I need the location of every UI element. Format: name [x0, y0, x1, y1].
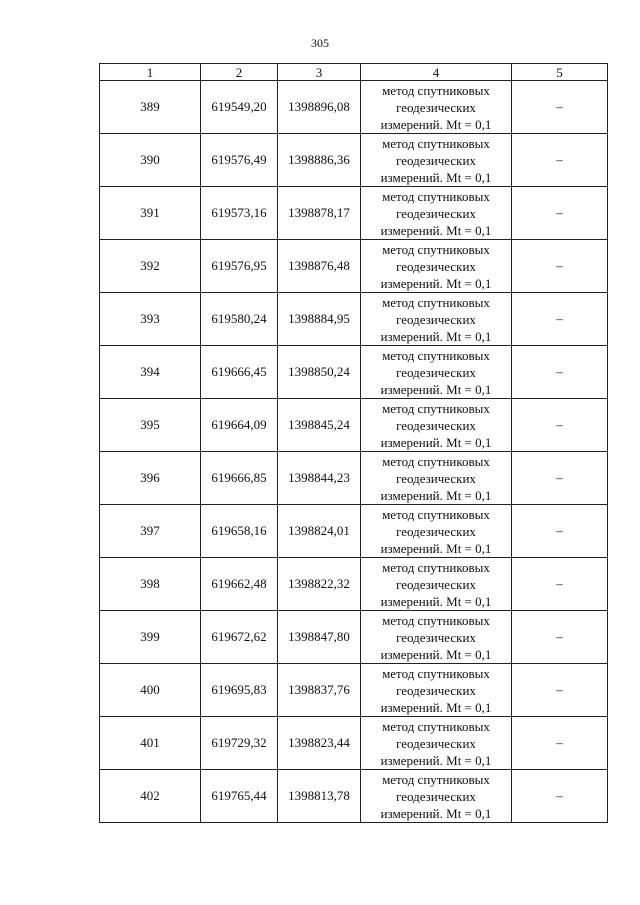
- column-header-2: 2: [201, 64, 278, 81]
- method-line: метод спутниковых: [382, 241, 490, 257]
- coordinate-y-cell: 1398876,48: [278, 240, 361, 293]
- method-line: метод спутниковых: [382, 82, 490, 98]
- coordinate-x-cell: 619666,45: [201, 346, 278, 399]
- page-number: 305: [311, 36, 329, 50]
- coordinate-y-cell: 1398884,95: [278, 293, 361, 346]
- coordinate-y-cell: 1398850,24: [278, 346, 361, 399]
- point-number-cell: 398: [100, 558, 201, 611]
- point-number-cell: 402: [100, 770, 201, 823]
- method-line: геодезических: [396, 364, 476, 380]
- method-cell: [361, 240, 512, 293]
- point-number-cell: 391: [100, 187, 201, 240]
- method-cell: [361, 134, 512, 187]
- table-row: [100, 399, 608, 452]
- method-cell: [361, 611, 512, 664]
- method-line: метод спутниковых: [382, 718, 490, 734]
- coordinate-x-cell: 619576,49: [201, 134, 278, 187]
- point-number-cell: 401: [100, 717, 201, 770]
- method-line: измерений. Mt = 0,1: [380, 116, 492, 132]
- method-line: метод спутниковых: [382, 294, 490, 310]
- method-line: геодезических: [396, 576, 476, 592]
- table-row: [100, 611, 608, 664]
- note-cell: –: [512, 717, 608, 770]
- method-line: измерений. Mt = 0,1: [380, 275, 492, 291]
- coordinate-y-cell: 1398813,78: [278, 770, 361, 823]
- method-line: измерений. Mt = 0,1: [380, 434, 492, 450]
- method-line: измерений. Mt = 0,1: [380, 328, 492, 344]
- method-line: геодезических: [396, 205, 476, 221]
- method-line: геодезических: [396, 629, 476, 645]
- note-cell: –: [512, 134, 608, 187]
- coordinate-x-cell: 619666,85: [201, 452, 278, 505]
- coordinate-x-cell: 619765,44: [201, 770, 278, 823]
- method-cell: [361, 452, 512, 505]
- table-row: [100, 664, 608, 717]
- coordinate-x-cell: 619664,09: [201, 399, 278, 452]
- method-line: измерений. Mt = 0,1: [380, 805, 492, 821]
- method-line: метод спутниковых: [382, 135, 490, 151]
- table-row: [100, 187, 608, 240]
- method-line: метод спутниковых: [382, 612, 490, 628]
- coordinate-y-cell: 1398844,23: [278, 452, 361, 505]
- table-row: [100, 505, 608, 558]
- method-line: измерений. Mt = 0,1: [380, 646, 492, 662]
- coordinate-x-cell: 619695,83: [201, 664, 278, 717]
- method-line: измерений. Mt = 0,1: [380, 593, 492, 609]
- method-line: измерений. Mt = 0,1: [380, 381, 492, 397]
- point-number-cell: 390: [100, 134, 201, 187]
- note-cell: –: [512, 240, 608, 293]
- method-line: измерений. Mt = 0,1: [380, 169, 492, 185]
- table-row: [100, 240, 608, 293]
- table-row: [100, 770, 608, 823]
- method-cell: [361, 770, 512, 823]
- table-row: [100, 81, 608, 134]
- method-line: измерений. Mt = 0,1: [380, 540, 492, 556]
- note-cell: –: [512, 399, 608, 452]
- table-row: [100, 346, 608, 399]
- method-line: геодезических: [396, 417, 476, 433]
- coordinate-y-cell: 1398878,17: [278, 187, 361, 240]
- table-header-row: [100, 64, 608, 81]
- coordinate-x-cell: 619580,24: [201, 293, 278, 346]
- note-cell: –: [512, 452, 608, 505]
- coordinate-y-cell: 1398822,32: [278, 558, 361, 611]
- table-row: [100, 452, 608, 505]
- table-row: [100, 717, 608, 770]
- point-number-cell: 389: [100, 81, 201, 134]
- coordinate-x-cell: 619662,48: [201, 558, 278, 611]
- method-line: метод спутниковых: [382, 771, 490, 787]
- column-header-1: 1: [100, 64, 201, 81]
- coordinate-x-cell: 619576,95: [201, 240, 278, 293]
- method-cell: [361, 399, 512, 452]
- method-line: измерений. Mt = 0,1: [380, 222, 492, 238]
- coordinate-y-cell: 1398845,24: [278, 399, 361, 452]
- method-cell: [361, 558, 512, 611]
- coordinate-x-cell: 619672,62: [201, 611, 278, 664]
- coordinate-x-cell: 619549,20: [201, 81, 278, 134]
- note-cell: –: [512, 770, 608, 823]
- column-header-3: 3: [278, 64, 361, 81]
- method-line: измерений. Mt = 0,1: [380, 699, 492, 715]
- method-line: метод спутниковых: [382, 453, 490, 469]
- method-line: геодезических: [396, 152, 476, 168]
- point-number-cell: 393: [100, 293, 201, 346]
- coordinate-y-cell: 1398837,76: [278, 664, 361, 717]
- column-header-4: 4: [361, 64, 512, 81]
- table-row: [100, 293, 608, 346]
- method-line: геодезических: [396, 788, 476, 804]
- column-header-5: 5: [512, 64, 608, 81]
- note-cell: –: [512, 664, 608, 717]
- method-line: геодезических: [396, 311, 476, 327]
- point-number-cell: 399: [100, 611, 201, 664]
- method-line: геодезических: [396, 682, 476, 698]
- coordinate-y-cell: 1398823,44: [278, 717, 361, 770]
- coordinate-x-cell: 619573,16: [201, 187, 278, 240]
- table-row: [100, 134, 608, 187]
- method-cell: [361, 346, 512, 399]
- method-cell: [361, 81, 512, 134]
- method-line: геодезических: [396, 99, 476, 115]
- method-line: геодезических: [396, 258, 476, 274]
- table-row: [100, 558, 608, 611]
- method-line: метод спутниковых: [382, 347, 490, 363]
- note-cell: –: [512, 293, 608, 346]
- coordinate-y-cell: 1398847,80: [278, 611, 361, 664]
- method-cell: [361, 293, 512, 346]
- point-number-cell: 394: [100, 346, 201, 399]
- coordinate-y-cell: 1398824,01: [278, 505, 361, 558]
- method-line: метод спутниковых: [382, 506, 490, 522]
- note-cell: –: [512, 558, 608, 611]
- coordinate-x-cell: 619729,32: [201, 717, 278, 770]
- method-line: измерений. Mt = 0,1: [380, 487, 492, 503]
- coordinate-y-cell: 1398896,08: [278, 81, 361, 134]
- method-cell: [361, 717, 512, 770]
- note-cell: –: [512, 346, 608, 399]
- note-cell: –: [512, 505, 608, 558]
- point-number-cell: 392: [100, 240, 201, 293]
- method-line: метод спутниковых: [382, 559, 490, 575]
- method-line: геодезических: [396, 523, 476, 539]
- point-number-cell: 396: [100, 452, 201, 505]
- method-cell: [361, 187, 512, 240]
- coordinate-y-cell: 1398886,36: [278, 134, 361, 187]
- coordinates-table: [99, 63, 608, 823]
- note-cell: –: [512, 611, 608, 664]
- method-line: измерений. Mt = 0,1: [380, 752, 492, 768]
- point-number-cell: 397: [100, 505, 201, 558]
- method-line: геодезических: [396, 735, 476, 751]
- point-number-cell: 400: [100, 664, 201, 717]
- method-line: метод спутниковых: [382, 400, 490, 416]
- method-line: геодезических: [396, 470, 476, 486]
- coordinate-x-cell: 619658,16: [201, 505, 278, 558]
- method-line: метод спутниковых: [382, 188, 490, 204]
- method-line: метод спутниковых: [382, 665, 490, 681]
- note-cell: –: [512, 81, 608, 134]
- note-cell: –: [512, 187, 608, 240]
- table-body: [100, 81, 608, 823]
- method-cell: [361, 505, 512, 558]
- point-number-cell: 395: [100, 399, 201, 452]
- method-cell: [361, 664, 512, 717]
